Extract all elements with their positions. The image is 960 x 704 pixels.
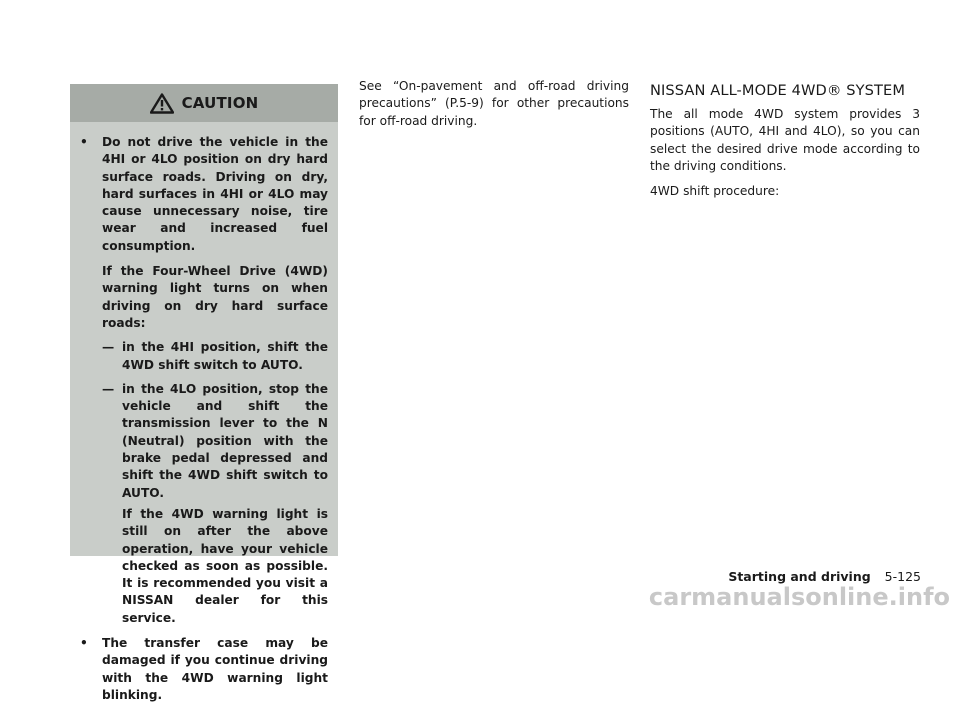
dash-text: in the 4LO position, stop the vehicle and shift the transmission lever to the N (Neutral) position with the brake pedal depressed and shift the 4WD shift switch to AUTO.: [122, 381, 328, 500]
bullet-mark: •: [80, 636, 88, 651]
caution-title: CAUTION: [181, 94, 259, 112]
bullet-text: Do not drive the vehicle in the 4HI or 4LO position on dry hard surface roads. Driving on dry, hard surfaces in 4HI or 4LO may cause unnecessary noise, tire wear and increased fuel consumption.: [102, 135, 328, 253]
caution-body: [80, 134, 328, 704]
dash-mark: —: [102, 340, 115, 355]
caution-dash-2: [80, 381, 328, 502]
dash-mark: —: [102, 381, 115, 396]
bullet-mark: •: [80, 135, 88, 149]
footer-section-title: Starting and driving: [728, 569, 871, 584]
warning-triangle-icon: [150, 93, 174, 114]
shift-procedure-label: 4WD shift procedure:: [650, 184, 780, 199]
page-number: 5-125: [884, 569, 921, 584]
section-heading: NISSAN ALL-MODE 4WD® SYSTEM: [650, 82, 906, 99]
caution-dash-2-continuation: If the 4WD warning light is still on after the above operation, have your vehicle checked as soon as possible. It is recommended you visit a NISSAN dealer for this service.: [122, 506, 328, 625]
system-description: The all mode 4WD system provides 3 positions (AUTO, 4HI and 4LO), so you can select the desired drive mode according to the driving conditions.: [650, 107, 920, 173]
dash-text: in the 4HI position, shift the 4WD shift switch to AUTO.: [122, 340, 328, 372]
caution-warning-light-paragraph: If the Four-Wheel Drive (4WD) warning light turns on when driving on dry hard surface roads:: [102, 264, 328, 330]
bullet-text: The transfer case may be damaged if you continue driving with the 4WD warning light blinking.: [102, 636, 328, 702]
watermark: carmanualsonline.info: [648, 583, 950, 611]
offroad-reference-text: See “On-pavement and off-road driving precautions” (P.5-9) for other precautions for off-road driving.: [359, 79, 629, 128]
caution-bullet-1: [80, 134, 328, 255]
caution-bullet-2: [80, 635, 328, 704]
caution-box: [70, 84, 338, 702]
page-footer: [728, 569, 921, 584]
caution-header: [70, 84, 338, 122]
right-column: [650, 82, 920, 200]
middle-column: [359, 78, 629, 130]
caution-dash-1: [80, 339, 328, 374]
